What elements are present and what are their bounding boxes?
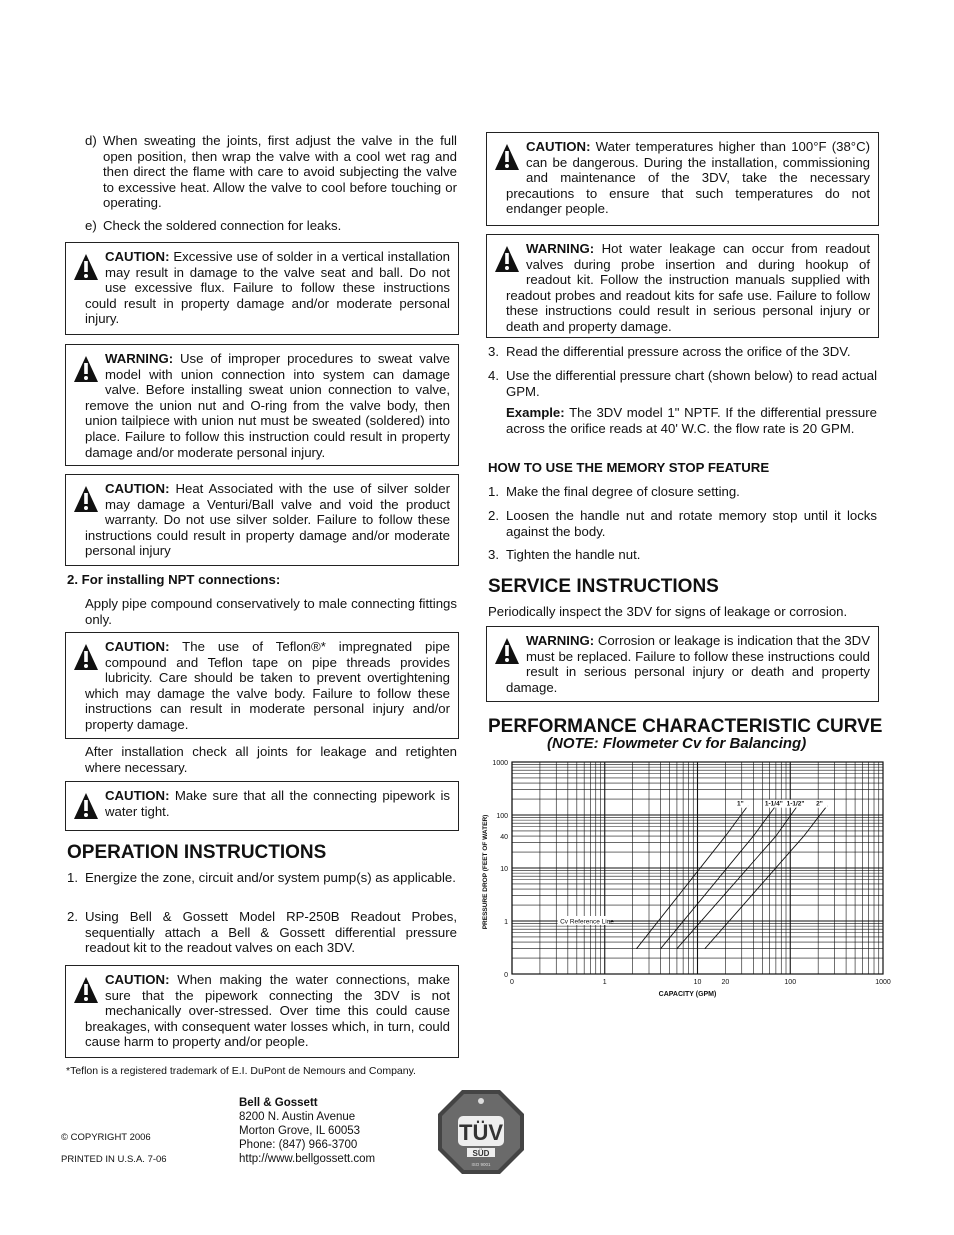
service-text: Periodically inspect the 3DV for signs of leakage or corrosion. — [488, 604, 848, 619]
list-text: Make the final degree of closure setting. — [506, 484, 740, 499]
list-item-e — [85, 218, 457, 234]
phone: Phone: (847) 966-3700 — [239, 1139, 358, 1151]
list-number: 3. — [488, 344, 499, 359]
warning-icon — [73, 792, 99, 820]
npt-heading: 2. For installing NPT connections: — [67, 572, 281, 587]
list-item-ms3 — [488, 547, 877, 563]
box-text: Use of improper procedures to sweat valve model with union connection into system can damage valve. Before installing sweat union connection to valve, remove the union nut and O-ring from the valve body, then union tailpiece with union nut must be sweated (soldered) into place. Failure to follow this instruction could result in property damage and/or moderate personal injury. — [85, 351, 450, 460]
address-line-1: 8200 N. Austin Avenue — [239, 1111, 356, 1123]
list-text: When sweating the joints, first adjust the valve in the full open position, then wrap the valve with a cool wet rag and then direct the flame with care to avoid subjecting the valve to excessive heat. Allow the valve to cool before touching or operating. — [103, 133, 457, 211]
tuv-sud-logo — [436, 1088, 526, 1176]
list-item-ms2 — [488, 508, 877, 539]
box-label: WARNING: — [526, 633, 595, 648]
y-tick-label: 0 — [504, 972, 508, 979]
list-number: d) — [85, 133, 97, 148]
y-tick-label: 100 — [496, 813, 508, 820]
warning-box-corrosion — [486, 626, 879, 702]
performance-subheading: (NOTE: Flowmeter Cv for Balancing) — [547, 735, 807, 752]
caution-box-temperature — [486, 132, 879, 226]
box-text: Water temperatures higher than 100°F (38°C) can be dangerous. During the installation, commissioning and maintenance of the 3DV, take the necessary precautions to ensure that such temperatures do not endanger people. — [506, 139, 870, 217]
list-item-op4 — [488, 368, 877, 399]
box-label: CAUTION: — [105, 788, 170, 803]
memory-stop-heading: HOW TO USE THE MEMORY STOP FEATURE — [488, 460, 770, 475]
example-label: Example: — [506, 405, 565, 420]
list-text: Loosen the handle nut and rotate memory stop until it locks against the body. — [506, 508, 877, 539]
list-item-op1 — [67, 870, 457, 886]
example-text: The 3DV model 1" NPTF. If the differential pressure across the orifice reads at 40' W.C. the flow rate is 20 GPM. — [506, 405, 877, 436]
performance-chart — [478, 752, 898, 1002]
x-tick-label: 10 — [693, 979, 702, 986]
list-text: Read the differential pressure across the orifice of the 3DV. — [506, 344, 851, 359]
list-text: Energize the zone, circuit and/or system pump(s) as applicable. — [85, 870, 456, 885]
logo-text: TÜV — [459, 1120, 503, 1145]
address-line-2: Morton Grove, IL 60053 — [239, 1125, 361, 1137]
caution-box-teflon — [65, 632, 459, 739]
list-text: Using Bell & Gossett Model RP-250B Readout Probes, sequentially attach a Bell & Gossett differential pressure readout kit to the readout valves on each 3DV. — [85, 909, 457, 956]
box-label: CAUTION: — [526, 139, 591, 154]
caution-box-silver — [65, 474, 459, 566]
box-text: The use of Teflon®* impregnated pipe compound and Teflon tape on pipe threads provides lubricity. Care should be taken to prevent overtightening which may damage the valve body. Failure to follow these instructions can result in moderate personal injury and/or property damage. — [85, 639, 450, 732]
y-tick-label: 1000 — [492, 760, 508, 767]
list-number: 1. — [67, 870, 78, 885]
x-tick-label: 0 — [510, 979, 514, 986]
logo-iso: ISO 9001 — [471, 1162, 491, 1167]
warning-icon — [494, 245, 520, 273]
logo-sub: SÜD — [472, 1149, 490, 1158]
footnote: *Teflon is a registered trademark of E.I. DuPont de Nemours and Company. — [66, 1065, 416, 1077]
box-text: Make sure that all the connecting pipework is water tight. — [105, 788, 450, 819]
example-paragraph — [506, 405, 877, 436]
warning-icon — [73, 976, 99, 1004]
npt-text: Apply pipe compound conservatively to male connecting fittings only. — [85, 596, 457, 627]
list-text: Check the soldered connection for leaks. — [103, 218, 342, 233]
warning-icon — [73, 355, 99, 383]
list-number: 3. — [488, 547, 499, 562]
box-label: CAUTION: — [105, 972, 170, 987]
list-item-op3 — [488, 344, 877, 360]
list-number: 2. — [67, 909, 78, 924]
series-label: 1" — [736, 800, 744, 808]
series-label: 1-1/2" — [786, 800, 805, 808]
warning-icon — [494, 637, 520, 665]
warning-icon — [73, 253, 99, 281]
x-tick-label: 20 — [721, 979, 730, 986]
box-label: CAUTION: — [105, 249, 170, 264]
performance-heading: PERFORMANCE CHARACTERISTIC CURVE — [488, 716, 883, 737]
copyright: © COPYRIGHT 2006 — [61, 1132, 151, 1143]
box-text: When making the water connections, make sure that the pipework connecting the 3DV is not mechanically over-stressed. Over time this could cause breakages, with consequent water losses which, in turn, could cause harm to property and/or people. — [85, 972, 450, 1050]
warning-icon — [73, 643, 99, 671]
x-tick-label: 1000 — [875, 979, 891, 986]
x-axis-label: CAPACITY (GPM) — [658, 991, 717, 998]
caution-box-solder — [65, 242, 459, 335]
x-tick-label: 100 — [784, 979, 797, 986]
series-line — [661, 806, 776, 949]
website-link[interactable]: http://www.bellgossett.com — [239, 1153, 376, 1165]
service-heading: SERVICE INSTRUCTIONS — [488, 576, 719, 597]
list-number: 2. — [488, 508, 499, 523]
box-label: WARNING: — [105, 351, 174, 366]
company-address — [239, 1096, 375, 1166]
box-text: Excessive use of solder in a vertical installation may result in damage to the valve seat and ball. Do not use excessive flux. Failure to follow these instructions could result in property damage and/or moderate personal injury. — [85, 249, 450, 327]
list-number: 1. — [488, 484, 499, 499]
list-number: 4. — [488, 368, 499, 383]
y-tick-label: 1 — [504, 919, 508, 926]
x-tick-label: 1 — [602, 979, 607, 986]
y-axis-label: PRESSURE DROP (FEET OF WATER) — [482, 814, 489, 930]
box-label: WARNING: — [526, 241, 595, 256]
y-tick-label: 10 — [500, 866, 508, 873]
reference-line-label: Cv Reference Line — [560, 918, 614, 926]
box-text: Heat Associated with the use of silver solder may damage a Venturi/Ball valve and void the product warranty. Do not use silver solder. Failure to follow these instructions could result in property damage and/or moderate personal injury — [85, 481, 450, 559]
warning-icon — [73, 485, 99, 513]
y-tick-label: 40 — [500, 834, 508, 842]
printed-in: PRINTED IN U.S.A. 7-06 — [61, 1154, 167, 1165]
warning-box-hot-water — [486, 234, 879, 338]
series-line — [637, 806, 748, 949]
caution-box-watertight — [65, 781, 459, 831]
series-label: 1-1/4" — [764, 800, 783, 808]
after-install-text: After installation check all joints for leakage and retighten where necessary. — [85, 744, 457, 775]
warning-box-union — [65, 344, 459, 466]
series-line — [705, 806, 827, 949]
box-text: Hot water leakage can occur from readout valves during probe insertion and during hookup of readout kit. Follow the instruction manuals supplied with readout probes and readout kits for safe use. Failure to follow these instructions could result in serious personal injury or death and property damage. — [506, 241, 870, 334]
box-label: CAUTION: — [105, 639, 170, 654]
series-line — [677, 806, 798, 949]
list-text: Tighten the handle nut. — [506, 547, 641, 562]
list-text: Use the differential pressure chart (shown below) to read actual GPM. — [506, 368, 877, 399]
box-label: CAUTION: — [105, 481, 170, 496]
list-item-op2 — [67, 909, 457, 956]
list-item-d — [85, 133, 457, 211]
warning-icon — [494, 143, 520, 171]
series-label: 2" — [816, 800, 823, 808]
caution-box-pipework — [65, 965, 459, 1058]
box-text: Corrosion or leakage is indication that the 3DV must be replaced. Failure to follow these instructions could result in serious personal injury or death and property damage. — [506, 633, 870, 695]
list-item-ms1 — [488, 484, 877, 500]
list-number: e) — [85, 218, 97, 233]
company-name: Bell & Gossett — [239, 1097, 318, 1109]
operation-heading: OPERATION INSTRUCTIONS — [67, 842, 327, 863]
